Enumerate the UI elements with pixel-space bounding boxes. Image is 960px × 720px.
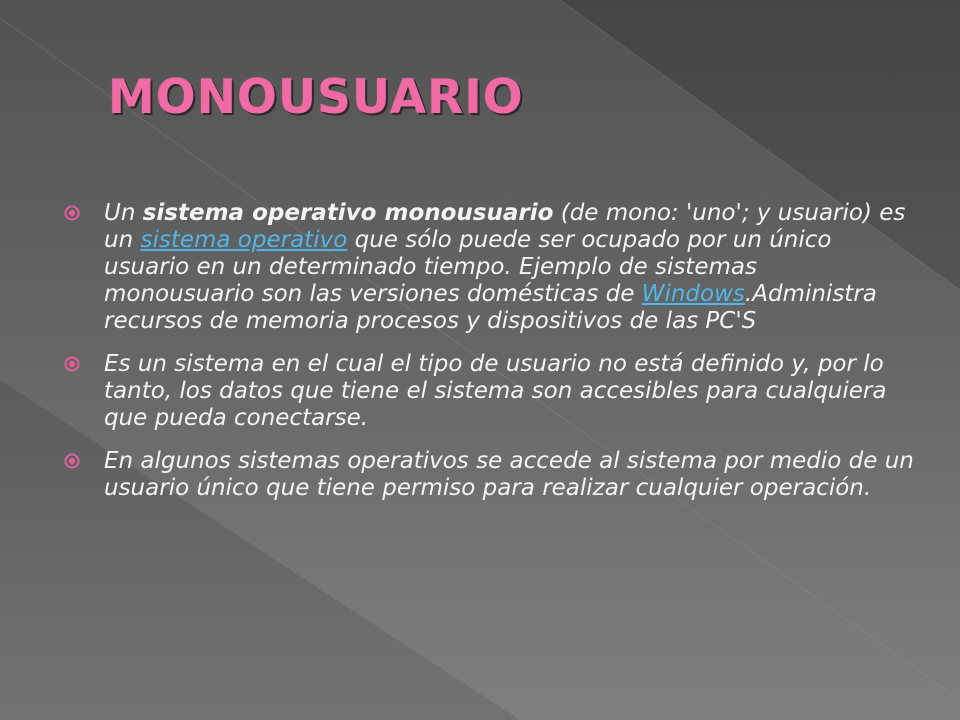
slide-title: MONOUSUARIO [108, 70, 524, 125]
bullet-list [64, 200, 914, 518]
bullet-text: En algunos sistemas operativos se accede al sistema por medio de un usuario único que tiene permiso para realizar cualquier operación. [104, 448, 914, 501]
windows-link[interactable]: Windows [641, 281, 745, 307]
bullet-text: Es un sistema en el cual el tipo de usuario no está definido y, por lo tanto, los datos que tiene el sistema son accesibles para cualquiera que pueda conectarse. [104, 351, 887, 431]
bullet-text-mid: (de mono: 'uno'; y usuario) es un [104, 200, 906, 253]
circle-bullet-icon [64, 205, 80, 221]
bullet-item-1 [64, 200, 914, 335]
bullet-item-2 [64, 351, 914, 432]
bullet-text-pre: Un [104, 200, 143, 226]
bullet-item-3 [64, 448, 914, 502]
bullet-text-mid: que sólo puede ser ocupado por un único usuario en un determinado tiempo. Ejemplo de sistemas monousuario son las versiones domésticas de [104, 227, 832, 307]
circle-bullet-icon [64, 356, 80, 372]
circle-bullet-icon [64, 453, 80, 469]
bullet-text-bold: sistema operativo monousuario [142, 200, 554, 226]
bullet-text-post: .Administra recursos de memoria procesos y dispositivos de las PC'S [104, 281, 877, 334]
sistema-operativo-link[interactable]: sistema operativo [140, 227, 348, 253]
